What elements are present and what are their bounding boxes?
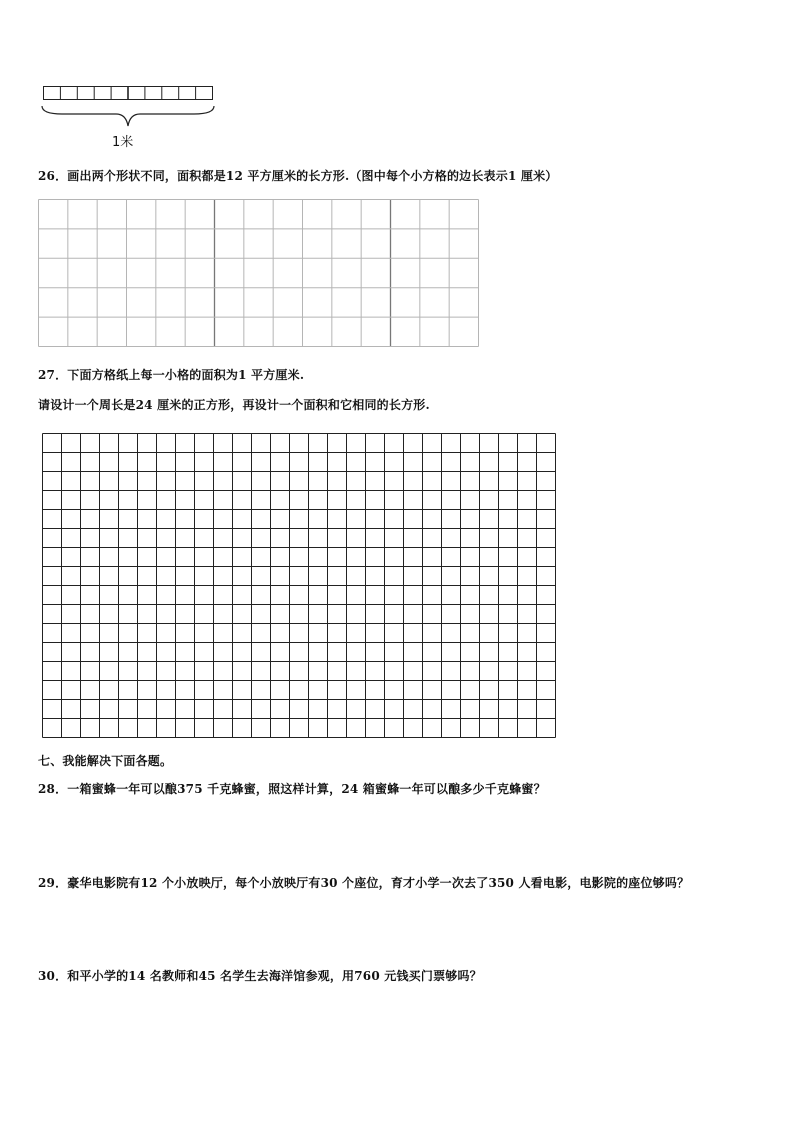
section-7-title: 七、我能解决下面各题。 <box>38 754 173 768</box>
ruler-label: 1米 <box>112 135 134 150</box>
question-27-line1: 27．下面方格纸上每一小格的面积为1 平方厘米. <box>38 368 305 382</box>
question-29: 29．豪华电影院有12 个小放映厅，每个小放映厅有30 个座位，育才小学一次去了350 人看电影，电影院的座位够吗？ <box>38 876 690 890</box>
ruler-brace <box>38 104 218 130</box>
ruler-segment-bar <box>43 86 213 100</box>
question-30: 30．和平小学的14 名教师和45 名学生去海洋馆参观，用760 元钱买门票够吗？ <box>38 969 482 983</box>
grid-paper-26[interactable] <box>38 199 479 347</box>
grid-paper-27[interactable] <box>42 433 556 738</box>
question-27-line2: 请设计一个周长是24 厘米的正方形，再设计一个面积和它相同的长方形. <box>38 398 430 412</box>
question-26: 26．画出两个形状不同，面积都是12 平方厘米的长方形.（图中每个小方格的边长表示1 厘米） <box>38 169 558 183</box>
question-28: 28．一箱蜜蜂一年可以酿375 千克蜂蜜，照这样计算，24 箱蜜蜂一年可以酿多少千克蜂蜜？ <box>38 782 546 796</box>
